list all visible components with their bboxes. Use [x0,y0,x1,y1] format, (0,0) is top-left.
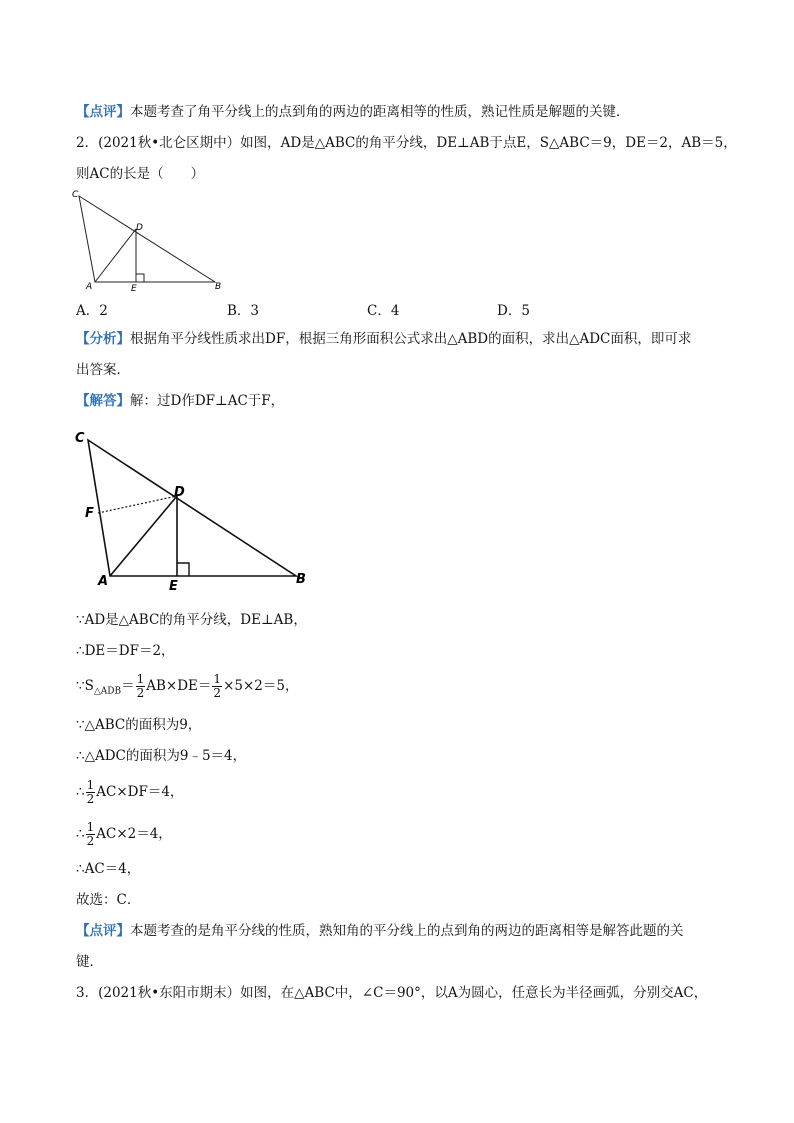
big-label-b: B [296,572,306,587]
big-label-a: A [98,574,109,589]
step-3-equals: ＝ [121,678,135,694]
step-3 [76,672,298,706]
step-6-end: AC×DF＝4， [96,784,184,800]
step-7-prefix: ∴ [76,826,85,842]
analysis-text-1: 根据角平分线性质求出DF，根据三角形面积公式求出△ABD的面积，求出△ADC面积，即可求 [130,331,692,347]
comment-2-text-1: 本题考查的是角平分线的性质，熟知角的平分线上的点到角的两边的距离相等是解答此题的关 [130,923,684,939]
fraction-half: $\frac{1}{2}$ [86,778,95,806]
step-1: ∵AD是△ABC的角平分线，DE⊥AB， [76,612,307,628]
option-d: D．5 [497,303,530,319]
option-a: A．2 [76,303,108,319]
big-label-f: F [85,506,94,521]
answer-line [76,392,284,410]
small-label-b: B [215,282,222,292]
step-3-subscript: △ADB [93,686,122,697]
fraction-half: $\frac{1}{2}$ [86,820,95,848]
step-7 [76,820,172,848]
large-triangle-figure [70,425,320,597]
big-label-d: D [174,485,185,500]
step-6-prefix: ∴ [76,784,85,800]
step-9: 故选：C． [76,892,141,908]
small-label-e: E [131,284,137,294]
big-label-e: E [169,579,178,594]
step-3-prefix: ∵S [76,678,94,694]
answer-tag: 【解答】 [76,393,130,409]
comment-2-line-2: 键． [76,954,103,970]
question-3-line-1: 3．(2021秋•东阳市期末）如图，在△ABC中，∠C＝90°，以A为圆心，任意长为半径画弧，分别交AC， [76,985,708,1001]
step-8: ∴AC＝4， [76,861,141,877]
analysis-line-1 [76,330,691,348]
question-2-line-1: 2．(2021秋•北仑区期中）如图，AD是△ABC的角平分线，DE⊥AB于点E，S△ABC＝9，DE＝2，AB＝5， [76,135,737,151]
small-label-a: A [86,282,93,292]
small-triangle-figure [70,188,230,296]
step-4: ∵△ABC的面积为9， [76,717,202,733]
step-7-end: AC×2＝4， [96,826,172,842]
comment-2-line-1 [76,922,684,940]
comment-text: 本题考查了角平分线上的点到角的两边的距离相等的性质，熟记性质是解题的关键． [130,104,630,120]
fraction-half: $\frac{1}{2}$ [136,672,145,700]
step-5: ∴△ADC的面积为9﹣5＝4， [76,748,247,764]
comment-tag: 【点评】 [76,104,130,120]
small-label-d: D [136,223,143,233]
step-6 [76,778,183,806]
small-label-c: C [72,190,79,200]
fraction-half: $\frac{1}{2}$ [213,672,222,700]
comment-2-tag: 【点评】 [76,923,130,939]
analysis-line-2: 出答案． [76,362,130,378]
step-3-end: ×5×2＝5， [223,678,299,694]
big-label-c: C [75,431,85,446]
answer-text: 解：过D作DF⊥AC于F， [130,393,285,409]
comment-1 [76,103,630,121]
option-b: B．3 [227,303,260,319]
analysis-tag: 【分析】 [76,331,130,347]
option-c: C．4 [367,303,400,319]
step-3-middle: AB×DE＝ [146,678,212,694]
question-2-line-2: 则AC的长是（ ） [76,166,205,182]
step-2: ∴DE＝DF＝2， [76,643,175,659]
